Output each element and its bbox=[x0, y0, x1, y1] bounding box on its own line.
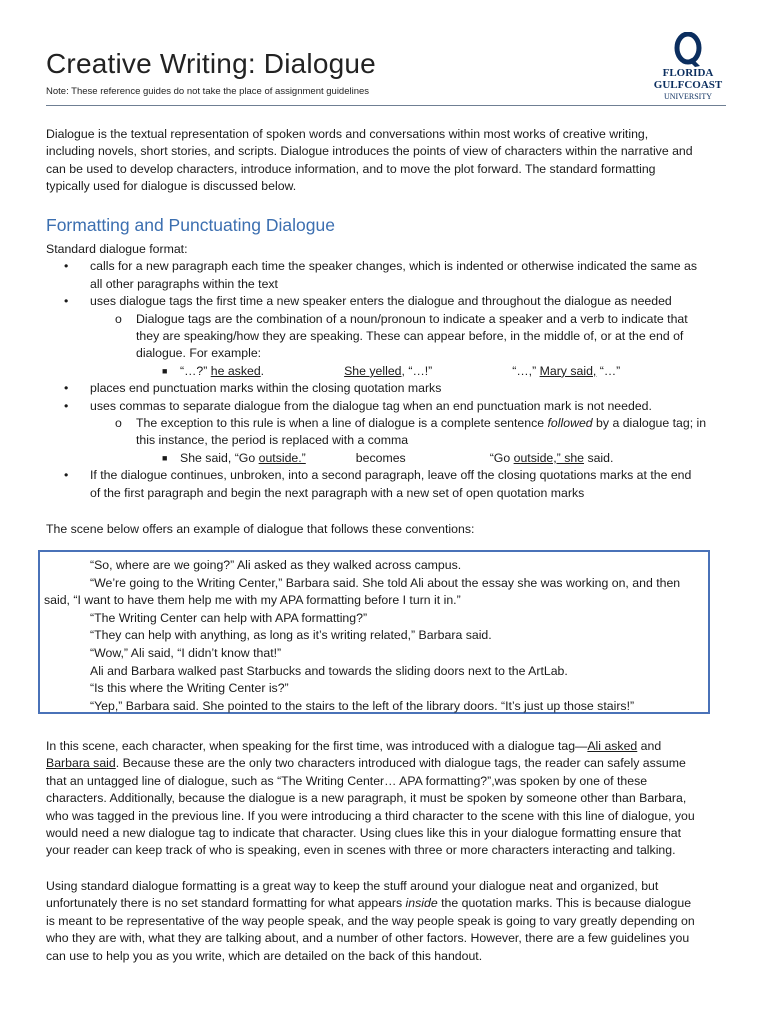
bullet-icon: • bbox=[64, 468, 69, 483]
bullet-icon: • bbox=[64, 294, 69, 309]
example-line-comma: ■ She said, “Go outside.” becomes “Go outside,” she said. bbox=[46, 450, 736, 467]
scene-line: “The Writing Center can help with APA formatting?” bbox=[90, 610, 368, 625]
scene-line: “So, where are we going?” Ali asked as they walked across campus. bbox=[90, 558, 462, 572]
list-item: • calls for a new paragraph each time the speaker changes, which is indented or otherwise indicated the same as all other paragraphs within the text bbox=[64, 259, 697, 291]
logo-line-2: GULFCOAST bbox=[653, 79, 723, 91]
bullet-icon: • bbox=[64, 381, 69, 396]
fgcu-logo bbox=[644, 32, 732, 106]
example-line-tags: ■ “…?” he asked. She yelled, “…!” “…,” Mary said, “…” bbox=[46, 363, 736, 380]
bullet-icon: • bbox=[64, 398, 69, 413]
scene-line: “Is this where the Writing Center is?” bbox=[90, 681, 289, 696]
format-list bbox=[46, 241, 736, 502]
intro-line: including novels, short stories, and scripts. Dialogue introduces the points of view of characters within the narrative and bbox=[46, 144, 693, 159]
list-lead: Standard dialogue format: bbox=[46, 242, 188, 256]
scene-example-box bbox=[38, 550, 710, 714]
square-bullet-icon: ■ bbox=[162, 365, 168, 376]
circle-bullet-icon: o bbox=[115, 311, 122, 326]
page-title: Creative Writing: Dialogue bbox=[46, 48, 376, 79]
closing-paragraph: Using standard dialogue formatting is a great way to keep the stuff around your dialogue neat and organized, but unfortunately there is no set standard formatting for what appears inside the quotation marks. This is because dialogue is meant to be representative of the way people speak, and the way people speak is going to vary greatly depending on who they are with, what they are talking about, and a number of other factors. However, there are a few guidelines you can use to help you as you write, which are detailed on the back of this handout. bbox=[46, 879, 695, 963]
intro-line: typically used for dialogue is discussed below. bbox=[46, 179, 297, 194]
scene-intro: The scene below offers an example of dialogue that follows these conventions: bbox=[46, 522, 475, 536]
header-divider bbox=[46, 105, 726, 106]
guide-note: Note: These reference guides do not take the place of assignment guidelines bbox=[46, 86, 370, 97]
list-item: • uses commas to separate dialogue from the dialogue tag when an end punctuation mark is not needed. bbox=[46, 398, 736, 415]
square-bullet-icon: ■ bbox=[162, 452, 168, 463]
list-item: • uses dialogue tags the first time a new speaker enters the dialogue and throughout the dialogue as needed bbox=[46, 293, 736, 310]
list-item: • places end punctuation marks within the closing quotation marks bbox=[46, 380, 736, 397]
logo-line-1: FLORIDA bbox=[662, 67, 714, 79]
logo-line-3: UNIVERSITY bbox=[664, 92, 712, 101]
scene-line: “Wow,” Ali said, “I didn’t know that!” bbox=[90, 645, 282, 660]
scene-line: “They can help with anything, as long as it’s writing related,” Barbara said. bbox=[90, 628, 492, 643]
scene-line: said, “I want to have them help me with my APA formatting before I turn it in.” bbox=[44, 593, 461, 608]
intro-line: Dialogue is the textual representation of spoken words and conversations within most works of creative writing, bbox=[46, 127, 649, 141]
analysis-paragraph: In this scene, each character, when speaking for the first time, was introduced with a dialogue tag—Ali asked and Barbara said. Because these are the only two characters introduced with dialogue tags, the reader can safely assume that an untagged line of dialogue, such as “The Writing Center… APA formatting?”,was spoken by one of these characters. Additionally, because the dialogue is a new paragraph, it must be spoken by someone other than Barbara, who was tagged in the previous line. If you were introducing a third character to the scene with this line of dialogue, you would need a new dialogue tag to indicate that character. Using clues like this in your dialogue formatting ensure that your reader can keep track of who is speaking, even in scenes with three or more characters interacting and talking. bbox=[46, 739, 695, 858]
bullet-icon: • bbox=[64, 259, 69, 274]
sub-list-item: o The exception to this rule is when a line of dialogue is a complete sentence followed by a dialogue tag; in this instance, the period is replaced with a comma bbox=[115, 416, 707, 448]
sub-list-item: o Dialogue tags are the combination of a noun/pronoun to indicate a speaker and a verb to indicate that they are speaking/how they are speaking. These can appear before, in the middle of, or at the end of dialogue. For example: bbox=[115, 311, 688, 361]
section-heading: Formatting and Punctuating Dialogue bbox=[46, 215, 335, 235]
scene-line: Ali and Barbara walked past Starbucks and towards the sliding doors next to the ArtLab. bbox=[90, 663, 568, 678]
circle-bullet-icon: o bbox=[115, 416, 122, 431]
intro-line: can be used to develop characters, introduce information, and to move the plot forward. The standard formatting bbox=[46, 161, 656, 176]
scene-line: “We’re going to the Writing Center,” Barbara said. She told Ali about the essay she was working on, and then bbox=[90, 575, 681, 590]
scene-line: “Yep,” Barbara said. She pointed to the stairs to the left of the library doors. “It’s just up those stairs!” bbox=[90, 698, 635, 713]
intro-paragraph bbox=[46, 126, 726, 196]
list-item: • If the dialogue continues, unbroken, into a second paragraph, leave off the closing quotations marks at the end of the first paragraph and begin the next paragraph with a new set of open quotation marks bbox=[64, 468, 692, 500]
